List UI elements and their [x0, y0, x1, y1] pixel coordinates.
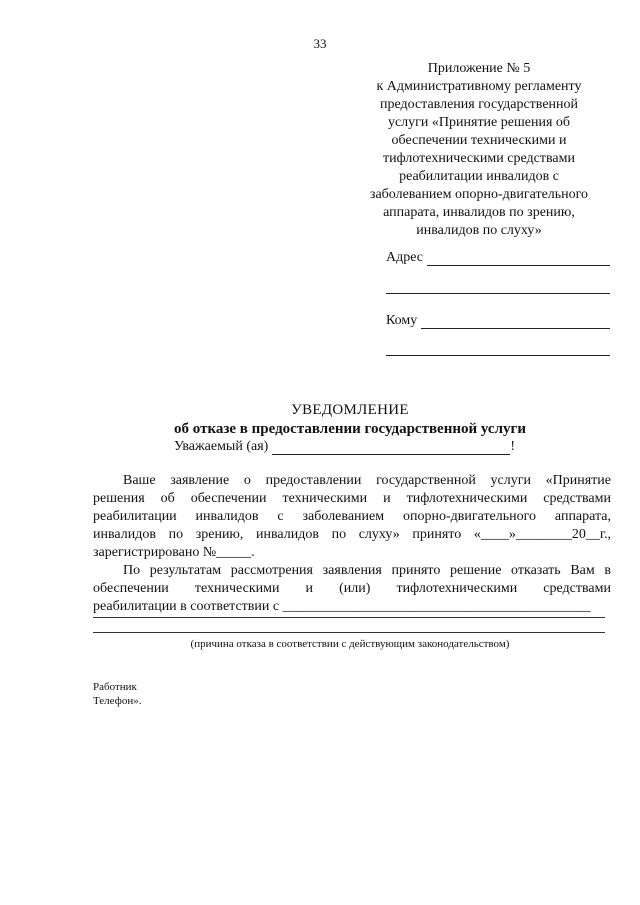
appendix-line: аппарата, инвалидов по зрению,: [383, 205, 575, 220]
to-field: [386, 313, 610, 329]
appendix-line: обеспечении техническими и: [391, 133, 567, 148]
paragraph-application: [93, 472, 611, 562]
appendix-block: [348, 60, 610, 240]
paragraph-line: Ваше заявление о предоставлении государственной услуги «Принятие: [123, 473, 611, 488]
worker-label: Работник: [93, 681, 137, 693]
paragraph-line: реабилитации инвалидов с заболеванием опорно-двигательного аппарата,: [93, 509, 611, 524]
appendix-line: заболеванием опорно-двигательного: [369, 187, 589, 202]
notice-subtitle: об отказе в предоставлении государственной услуги: [174, 421, 526, 437]
paragraph-line: инвалидов по зрению, инвалидов по слуху» принято «____»________20__г.,: [93, 527, 611, 542]
paragraph-line: реабилитации в соответствии с ____________________________________________: [93, 599, 591, 614]
paragraph-decision: [93, 562, 611, 616]
address-label: Адрес: [386, 250, 424, 265]
to-label: Кому: [386, 313, 418, 328]
to-blank: [421, 315, 610, 329]
page-number: 33: [313, 36, 327, 51]
address-field: [386, 250, 610, 266]
paragraph-line: решения об обеспечении техническими и тифлотехническими средствами: [93, 491, 611, 506]
paragraph-line: По результатам рассмотрения заявления принято решение отказать Вам в: [123, 563, 611, 578]
reason-blank-1: [93, 617, 605, 618]
appendix-line: инвалидов по слуху»: [416, 223, 542, 238]
appendix-line: тифлотехническими средствами: [383, 151, 575, 166]
paragraph-line: зарегистрировано №_____.: [93, 545, 255, 560]
address-blank-2: [386, 293, 610, 294]
phone-label: Телефон».: [93, 695, 142, 707]
paragraph-line: обеспечении техническими и (или) тифлотехническими средствами: [93, 581, 611, 596]
greeting: [174, 439, 515, 455]
appendix-line: Приложение № 5: [427, 61, 531, 76]
reason-blank-2: [93, 632, 605, 633]
greeting-end: !: [510, 439, 515, 454]
to-blank-2: [386, 355, 610, 356]
notice-title: УВЕДОМЛЕНИЕ: [291, 402, 409, 418]
greeting-blank: [272, 441, 510, 455]
address-blank: [427, 252, 610, 266]
reason-caption: (причина отказа в соответствии с действующим законодательством): [190, 638, 510, 650]
signoff: [93, 680, 141, 708]
appendix-line: предоставления государственной: [379, 97, 579, 112]
greeting-label: Уважаемый (ая): [174, 439, 269, 454]
appendix-line: к Административному регламенту: [376, 79, 582, 94]
appendix-line: услуги «Принятие решения об: [387, 115, 571, 130]
appendix-line: реабилитации инвалидов с: [399, 169, 559, 184]
